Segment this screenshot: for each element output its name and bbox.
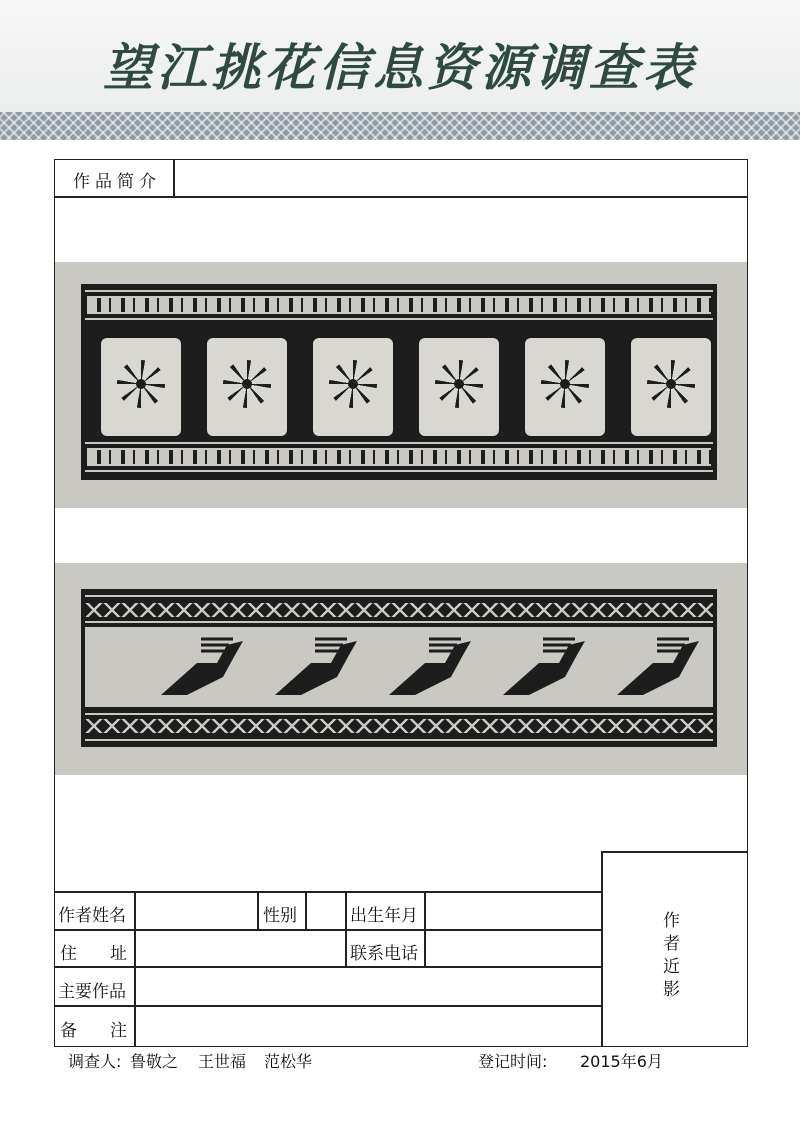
works-field[interactable]: [137, 969, 599, 1003]
zigzag-border: [85, 719, 713, 733]
flower-icon: [541, 360, 589, 408]
bird-motif-icon: [157, 633, 253, 699]
flower-icon: [223, 360, 271, 408]
divider: [305, 891, 307, 930]
stripe: [85, 318, 713, 320]
photo-label-char: 者: [663, 934, 680, 954]
divider: [257, 891, 259, 930]
zigzag-border: [85, 603, 713, 617]
bird-motif-icon: [385, 633, 481, 699]
divider: [54, 966, 602, 968]
wave-border: [87, 448, 711, 466]
stripe: [85, 290, 713, 292]
flower-motif: [101, 338, 181, 436]
stripe: [85, 621, 713, 623]
author-name-field[interactable]: [137, 894, 255, 927]
flower-motif: [419, 338, 499, 436]
decorative-border-band: [0, 112, 800, 140]
stripe: [85, 442, 713, 444]
flower-motif: [631, 338, 711, 436]
divider: [424, 891, 426, 967]
bird-motif-icon: [613, 633, 709, 699]
flower-icon: [117, 360, 165, 408]
wave-border: [87, 296, 711, 314]
photo-label-char: 作: [663, 911, 680, 931]
stripe: [85, 713, 713, 715]
gender-field[interactable]: [308, 894, 343, 927]
intro-label: 作品简介: [73, 172, 161, 192]
divider: [345, 891, 347, 967]
photo-label-char: 近: [663, 957, 680, 977]
author-name-label: 作者姓名: [58, 906, 126, 926]
title-banner: [0, 0, 800, 112]
birth-field[interactable]: [427, 894, 599, 927]
divider: [54, 196, 748, 198]
bird-motif-icon: [271, 633, 367, 699]
stripe: [85, 595, 713, 597]
page-title: 望江挑花信息资源调查表: [103, 38, 697, 97]
gender-label: 性别: [263, 906, 297, 926]
investigators-label: 调查人:: [68, 1052, 122, 1071]
flower-icon: [329, 360, 377, 408]
birth-label: 出生年月: [350, 906, 418, 926]
date-label: 登记时间:: [478, 1052, 548, 1071]
works-label: 主要作品: [58, 982, 126, 1002]
embroidery-photo-birds: [55, 563, 747, 775]
flower-motif: [313, 338, 393, 436]
phone-label: 联系电话: [350, 944, 418, 964]
flower-motif: [525, 338, 605, 436]
address-label-char: 住: [60, 944, 77, 964]
bird-row-ground: [85, 627, 713, 707]
phone-field[interactable]: [427, 932, 599, 965]
notes-label-char: 注: [110, 1021, 127, 1041]
flower-icon: [647, 360, 695, 408]
investigator-name: 范松华: [264, 1052, 313, 1071]
investigator-name: 王世福: [198, 1052, 247, 1071]
address-field[interactable]: [137, 932, 343, 965]
date-value: 2015年6月: [580, 1052, 663, 1071]
bird-pattern-band: [81, 589, 717, 747]
divider: [54, 929, 602, 931]
divider: [54, 891, 602, 893]
stripe: [85, 470, 713, 472]
embroidery-photo-flowers: [55, 262, 747, 508]
intro-value[interactable]: [180, 167, 740, 189]
notes-field[interactable]: [137, 1008, 599, 1045]
divider: [173, 159, 175, 197]
divider: [54, 1005, 602, 1007]
flower-motif: [207, 338, 287, 436]
investigator-name: 鲁敬之: [130, 1052, 179, 1071]
address-label-char: 址: [110, 944, 127, 964]
bird-motif-icon: [499, 633, 595, 699]
flower-icon: [435, 360, 483, 408]
stripe: [85, 739, 713, 741]
divider: [134, 891, 136, 1047]
notes-label-char: 备: [60, 1021, 77, 1041]
flower-pattern-band: [81, 284, 717, 480]
photo-label-char: 影: [663, 980, 680, 1000]
